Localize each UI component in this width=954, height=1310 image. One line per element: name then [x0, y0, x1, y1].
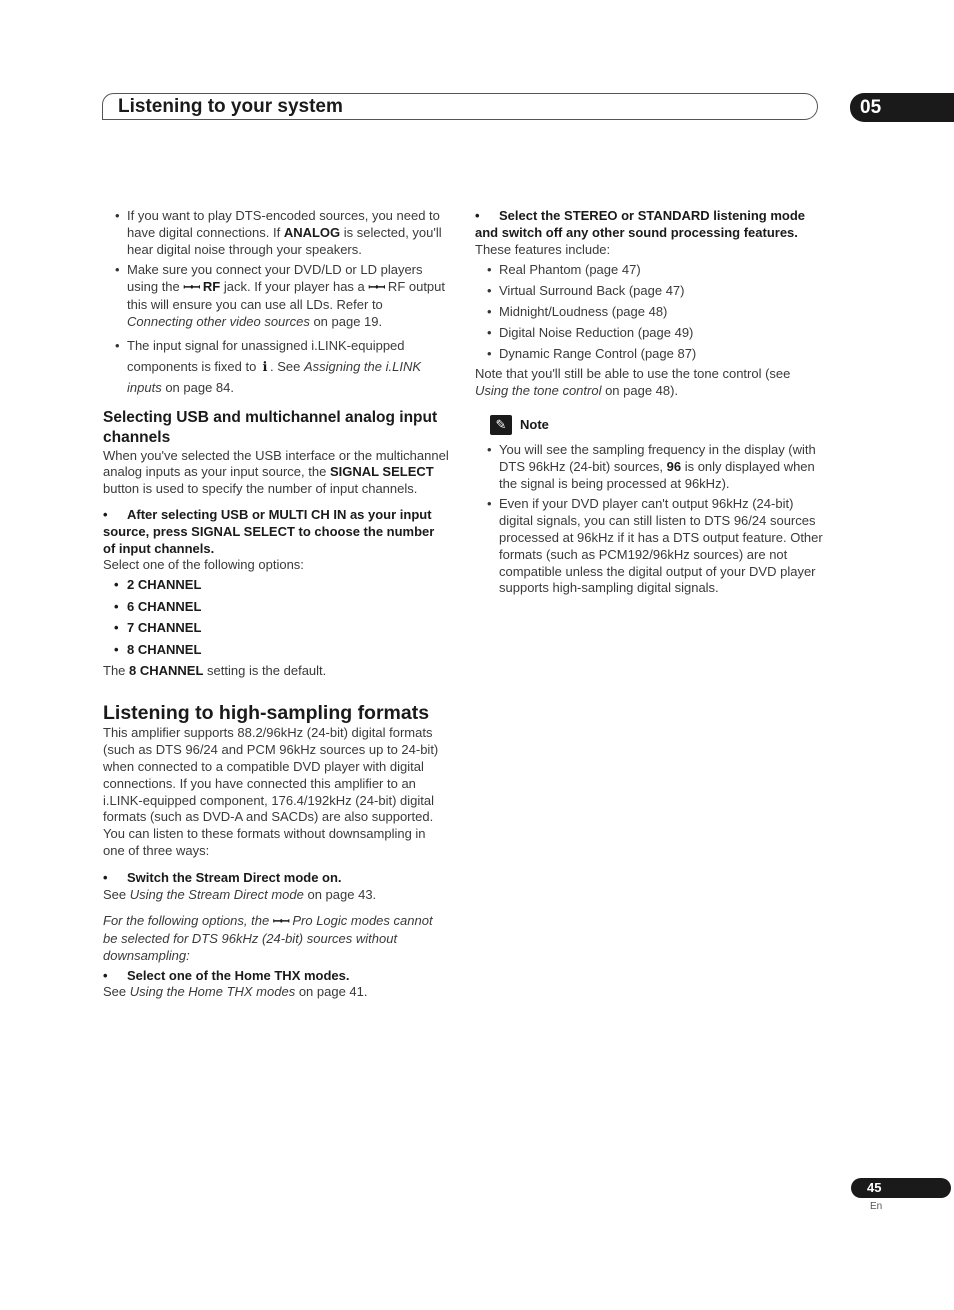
paragraph-text: The: [103, 662, 130, 678]
reference-title: Using the tone control: [475, 383, 602, 399]
paragraph-text: setting is the default.: [203, 662, 327, 678]
bullet-text: If you want to play DTS-encoded sources, you need to have digital connections. If: [127, 208, 440, 240]
default-setting-text: [103, 663, 449, 680]
tone-control-text: [475, 366, 823, 400]
channel-options: [103, 574, 449, 660]
channel-option: • 6 CHANNEL: [103, 596, 449, 618]
usb-intro: [103, 448, 449, 498]
channel-option: • 8 CHANNEL: [103, 639, 449, 661]
paragraph-text: See: [103, 984, 130, 1000]
reference-title: Using the Home THX modes: [129, 984, 296, 1000]
left-column: [103, 208, 449, 1001]
ilink-icon: ℹ: [262, 358, 268, 374]
channel-option: • 7 CHANNEL: [103, 617, 449, 639]
feature-item: • Real Phantom (page 47): [475, 262, 823, 279]
stereo-standard-step: • Select the STEREO or STANDARD listening mode and switch off any other sound processing features.: [475, 208, 823, 242]
note-text: You will see the sampling frequency in the display (with DTS 96kHz (24-bit) sources,: [499, 441, 816, 474]
reference-title: Connecting other video sources: [127, 313, 310, 329]
bullet-text: on page 84.: [161, 379, 234, 395]
default-channel: 8 CHANNEL: [129, 662, 204, 678]
bullet-dts-digital: [103, 208, 449, 258]
analog-label: ANALOG: [283, 224, 341, 240]
note-96-label: 96: [666, 458, 682, 474]
bullet-text: is selected, you'll hear digital noise through your speakers.: [127, 224, 442, 257]
stream-direct-see: [103, 887, 449, 904]
note-label: Note: [520, 416, 549, 432]
usb-section-heading: Selecting USB and multichannel analog input channels: [103, 408, 438, 446]
paragraph-text: on page 48).: [601, 383, 679, 399]
feature-item: • Digital Noise Reduction (page 49): [475, 325, 823, 342]
note-text: is only displayed when the signal is being processed at 96kHz).: [499, 458, 815, 491]
channel-option: • 2 CHANNEL: [103, 574, 449, 596]
bullet-text: The input signal for unassigned i.LINK-equipped components is fixed to: [127, 337, 405, 374]
chapter-number: 05: [850, 93, 954, 122]
feature-item: • Virtual Surround Back (page 47): [475, 283, 823, 300]
pro-logic-note: [103, 913, 449, 964]
home-thx-see: [103, 984, 449, 1001]
dolby-digital-icon: ꟷꟷ: [272, 916, 289, 929]
dolby-digital-icon: ꟷꟷ: [183, 282, 200, 295]
features-list: [475, 262, 823, 362]
bullet-text: jack. If your player has a: [220, 279, 369, 295]
paragraph-text: button is used to specify the number of input channels.: [103, 481, 418, 497]
note-list: [475, 442, 823, 597]
features-intro: These features include:: [475, 241, 611, 257]
bullet-text: . See: [269, 358, 304, 374]
bullet-text: Make sure you connect your DVD/LD or LD players using the: [127, 262, 423, 295]
note-item: • Even if your DVD player can't output 96kHz (24-bit) digital signals, you can still listen to DTS 96/24 sources processed at 96kHz if it has a DTS output feature. Other formats (such as PCM192/96kHz sources) are not compatible unless the digital output of your DVD player supports high-sampling digital signals.: [475, 496, 823, 597]
paragraph-text: For the following options, the: [103, 913, 273, 929]
note-header: [490, 414, 823, 436]
paragraph-text: on page 43.: [303, 886, 377, 902]
pencil-icon: ✎: [490, 415, 512, 435]
home-thx-step: • Select one of the Home THX modes.: [103, 968, 449, 985]
reference-title: Using the Stream Direct mode: [129, 886, 304, 902]
high-sampling-intro: This amplifier supports 88.2/96kHz (24-bit) digital formats (such as DTS 96/24 and PCM 96kHz sources up to 24-bit) when connected to a compatible DVD player with digital connections. If you have connected this amplifier to an i.LINK-equipped component, 176.4/192kHz (24-bit) digital formats (such as DVD-A and SACDs) are also supported. You can listen to these formats without downsampling in one of three ways:: [103, 725, 439, 858]
intro-bullet-list: [103, 208, 449, 398]
reference-title: Assigning the i.LINK inputs: [127, 358, 422, 395]
bullet-text: on page 19.: [309, 313, 383, 329]
page-language: En: [870, 1201, 883, 1212]
bullet-ilink: [103, 335, 449, 398]
high-sampling-heading: Listening to high-sampling formats: [103, 702, 430, 725]
feature-item: • Dynamic Range Control (page 87): [475, 346, 823, 363]
page-title: Listening to your system: [118, 96, 343, 117]
paragraph-text: Note that you'll still be able to use the tone control (see: [475, 366, 791, 382]
feature-item: • Midnight/Loudness (page 48): [475, 304, 823, 321]
stream-direct-step: • Switch the Stream Direct mode on.: [103, 870, 449, 887]
dolby-digital-icon: ꟷꟷ: [368, 282, 385, 295]
paragraph-text: Pro Logic modes cannot be selected for DTS 96kHz (24-bit) sources without downsampling:: [103, 913, 433, 963]
page-number: 45: [851, 1178, 951, 1198]
signal-select-label: SIGNAL SELECT: [329, 464, 434, 480]
usb-select-text: Select one of the following options:: [103, 557, 304, 573]
bullet-rf-jack: [103, 262, 449, 330]
note-item: [475, 442, 823, 492]
paragraph-text: on page 41.: [295, 984, 368, 1000]
rf-label: RF: [202, 279, 221, 295]
paragraph-text: When you've selected the USB interface or the multichannel analog inputs as your input source, the: [103, 447, 449, 480]
right-column: [475, 208, 823, 601]
bullet-text: RF output this will ensure you can use all LDs. Refer to: [127, 279, 446, 312]
usb-step: • After selecting USB or MULTI CH IN as your input source, press SIGNAL SELECT to choose the number of input channels.: [103, 507, 449, 557]
paragraph-text: See: [103, 886, 130, 902]
